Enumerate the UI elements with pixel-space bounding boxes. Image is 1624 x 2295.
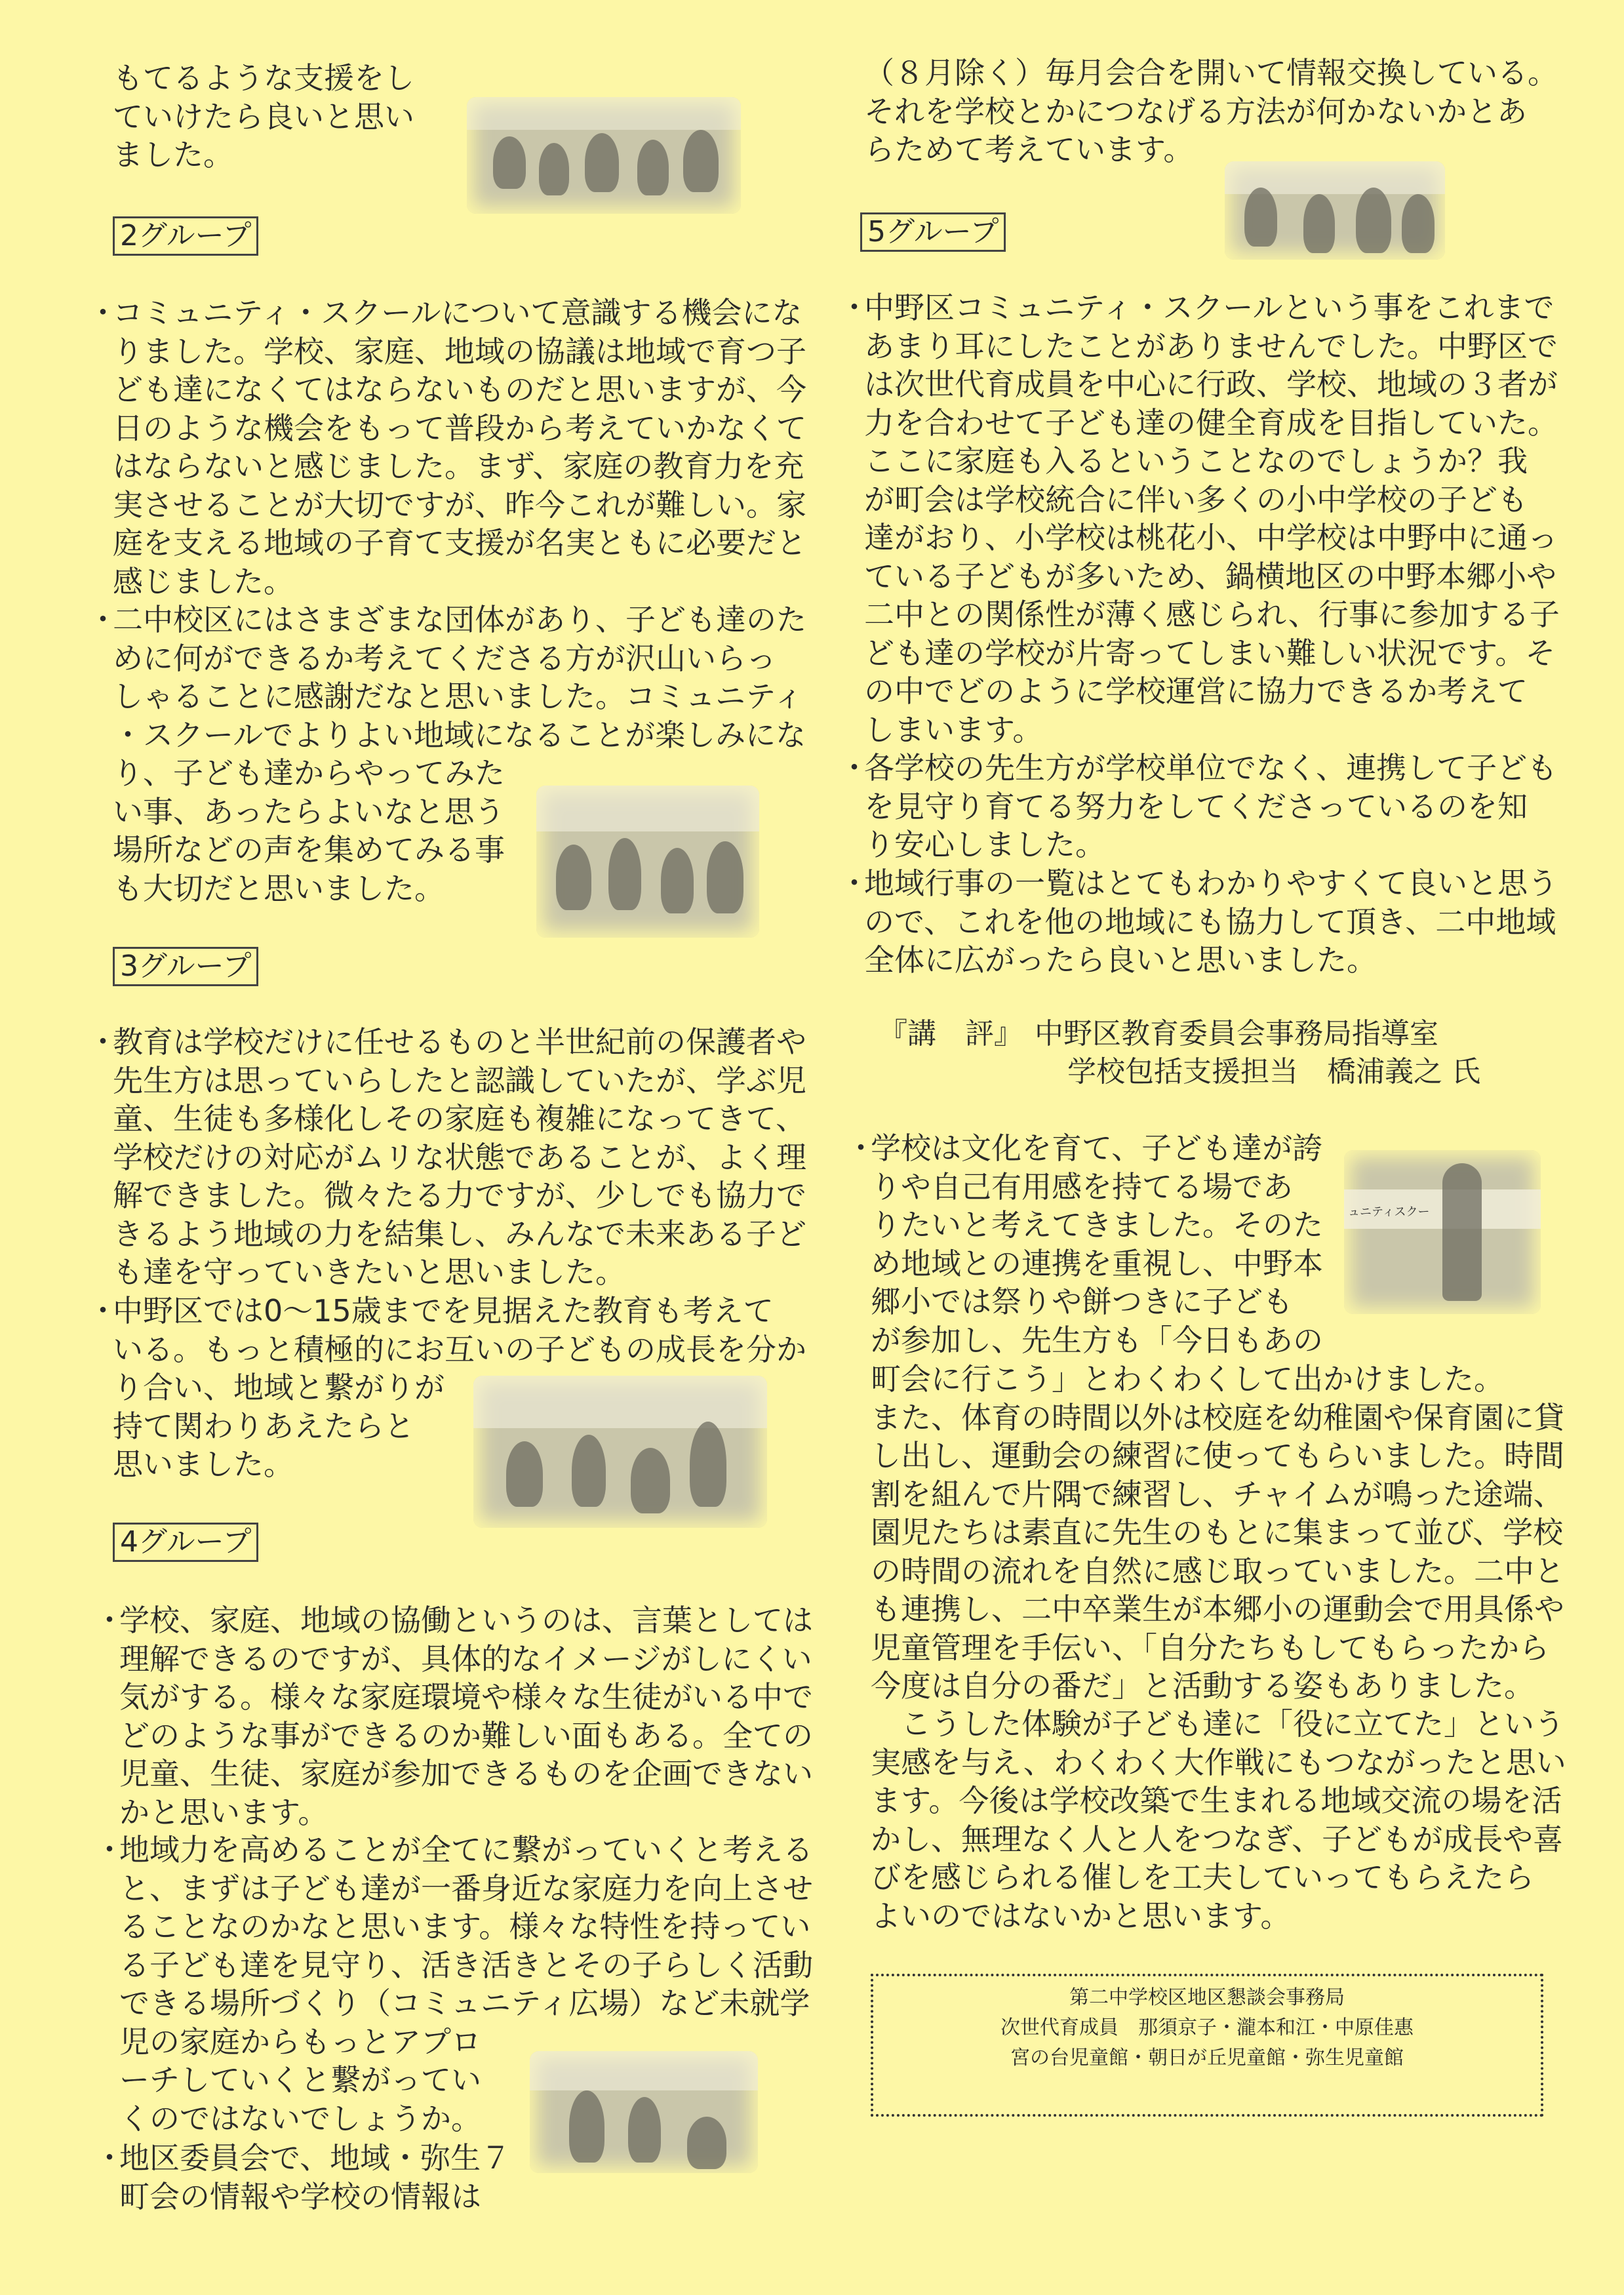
review-bullet: ・ 学校は文化を育て、子ども達が誇 りや自己有用感を持てる場であ りたいと考えてきました。そのた め地域との連携を重視し、中野本 郷小では祭りや餅つきに子ども が参加し、先生方も「今日もあの bbox=[846, 1130, 1323, 1358]
group5-bullet1: ・ 中野区コミュニティ・スクールという事をこれまで あまり耳にしたことがありませんでした。中野区で は次世代育成員を中心に行政、学校、地域の３者が 力を合わせて子ども達の健全育成を目指していた。 ここに家庭も入るということなのでしょうか？我 が町会は学校統合に伴い多くの小中学校の子ども 達がおり、小学校は桃花小、中学校は中野中に通っ ている子どもが多いため、鍋横地区の中野本郷小や 二中との関係性が薄く感じられ、行事に参加する子 ども達の学校が片寄ってしまい難しい状況です。そ の中でどのように学校運営に協力できるか考えて しまいます。 bbox=[839, 290, 1560, 748]
photo-caption: ュニティスクー bbox=[1348, 1205, 1430, 1219]
lecturer-photo bbox=[1344, 1150, 1541, 1314]
bullet-mark: ・ bbox=[94, 2140, 125, 2176]
bullet-mark: ・ bbox=[88, 295, 118, 330]
review-org: 中野区教育委員会事務局指導室 bbox=[1035, 1017, 1438, 1050]
signature-box bbox=[871, 1974, 1543, 2117]
bullet-mark: ・ bbox=[94, 1832, 125, 1867]
group4-bullet1: ・ 学校、家庭、地域の協働というのは、言葉としては 理解できるのですが、具体的なイメージがしにくい 気がする。様々な家庭環境や様々な生徒がいる中で どのような事ができるのか難しい面もある。全ての 児童、生徒、家庭が参加できるものを企画できない かと思います。 bbox=[94, 1603, 813, 1830]
bullet-mark: ・ bbox=[88, 602, 118, 637]
review-label: 『講 評』 bbox=[879, 1017, 1023, 1050]
meeting-photo-5 bbox=[1225, 161, 1445, 260]
group4-heading: 4グループ bbox=[113, 1523, 258, 1562]
signature-centers: 宮の台児童館・朝日が丘児童館・弥生児童館 bbox=[1010, 2046, 1404, 2069]
meeting-photo-2 bbox=[536, 786, 759, 938]
review-continued: 町会に行こう」とわくわくして出かけました。 また、体育の時間以外は校庭を幼稚園や保育園に貸 し出し、運動会の練習に使ってもらいました。時間 割を組んで片隅で練習し、チャイムが鳴った途端、 園児たちは素直に先生のもとに集まって並び、学校 の時間の流れを自然に感じ取っていました。二中と も連携し、二中卒業生が本郷小の運動会で用具係や 児童管理を手伝い、「自分たちもしてもらったから 今度は自分の番だ」と活動する姿もありました。 bbox=[871, 1361, 1564, 1704]
group1-tail: もてるような支援をし ていけたら良いと思い ました。 bbox=[113, 60, 414, 172]
group5-bullet3: ・ 地域行事の一覧はとてもわかりやすくて良いと思う ので、これを他の地域にも協力して頂き、二中地域 全体に広がったら良いと思いました。 bbox=[839, 866, 1558, 978]
review-role: 学校包括支援担当 橋浦義之 氏 bbox=[1067, 1055, 1480, 1088]
meeting-photo-1 bbox=[467, 97, 741, 214]
bullet-mark: ・ bbox=[839, 866, 869, 901]
group3-heading: 3グループ bbox=[113, 947, 258, 986]
meeting-photo-4 bbox=[530, 2051, 758, 2173]
group5-bullet2: ・ 各学校の先生方が学校単位でなく、連携して子ども を見守り育てる努力をしてくださっているのを知 り安心しました。 bbox=[839, 750, 1558, 862]
group2-heading: 2グループ bbox=[113, 216, 258, 256]
group3-bullet2: ・ 中野区では0～15歳までを見据えた教育も考えて いる。もっと積極的にお互いの子どもの成長を分か り合い、地域と繋がりが 持て関わりあえたらと 思いました。 bbox=[88, 1293, 806, 1482]
meeting-photo-3 bbox=[473, 1376, 767, 1528]
group2-bullet1: ・ コミュニティ・スクールについて意識する機会にな りました。学校、家庭、地域の協議は地域で育つ子 ども達になくてはならないものだと思いますが、今 日のような機会をもって普段から考えていかなくて はならないと感じました。まず、家庭の教育力を充 実させることが大切ですが、昨今これが難しい。家 庭を支える地域の子育て支援が名実ともに必要だと 感じました。 bbox=[88, 295, 806, 599]
review-paragraph2: こうした体験が子ども達に「役に立てた」という 実感を与え、わくわく大作戦にもつながったと思い ます。今後は学校改築で生まれる地域交流の場を活 かし、無理なく人と人をつなぎ、子どもが成長や喜 びを感じられる催しを工夫していってもらえたら よいのではないかと思います。 bbox=[871, 1706, 1566, 1934]
group4-bullet2: ・ 地域力を高めることが全てに繋がっていくと考える と、まずは子ども達が一番身近な家庭力を向上させ ることなのかなと思います。様々な特性を持ってい る子ども達を見守り、活き活きとその子らしく活動 できる場所づくり（コミュニティ広場）など未就学 児の家庭からもっとアプロ ーチしていくと繋がってい くのではないでしょうか。 bbox=[94, 1832, 813, 2136]
bullet-mark: ・ bbox=[88, 1024, 118, 1060]
bullet-mark: ・ bbox=[94, 1603, 125, 1638]
bullet-mark: ・ bbox=[846, 1130, 876, 1166]
group2-bullet2: ・ 二中校区にはさまざまな団体があり、子ども達のた めに何ができるか考えてくださる方が沢山いらっ しゃることに感謝だなと思いました。コミュニティ ・スクールでよりよい地域になることが楽しみにな り、子ども達からやってみた い事、あったらよいなと思う 場所などの声を集めてみる事 も大切だと思いました。 bbox=[88, 602, 806, 906]
group4-bullet3: ・ 地区委員会で、地域・弥生７ 町会の情報や学校の情報は bbox=[94, 2140, 511, 2214]
group5-heading: 5グループ bbox=[860, 212, 1006, 252]
bullet-mark: ・ bbox=[88, 1293, 118, 1328]
group4-tail: （８月除く）毎月会合を開いて情報交換している。 それを学校とかにつなげる方法が何かないかとあ らためて考えています。 bbox=[864, 55, 1558, 167]
signature-office: 第二中学校区地区懇談会事務局 bbox=[1069, 1986, 1345, 2009]
bullet-mark: ・ bbox=[839, 750, 869, 786]
group3-bullet1: ・ 教育は学校だけに任せるものと半世紀前の保護者や 先生方は思っていらしたと認識していたが、学ぶ児 童、生徒も多様化しその家庭も複雑になってきて、 学校だけの対応がムリな状態であることが、よく理 解できました。微々たる力ですが、少しでも協力で きるよう地域の力を結集し、みんなで未来ある子ど も達を守っていきたいと思いました。 bbox=[88, 1024, 806, 1290]
signature-members: 次世代育成員 那須京子・瀧本和江・中原佳惠 bbox=[1000, 2016, 1414, 2039]
bullet-mark: ・ bbox=[839, 290, 869, 325]
